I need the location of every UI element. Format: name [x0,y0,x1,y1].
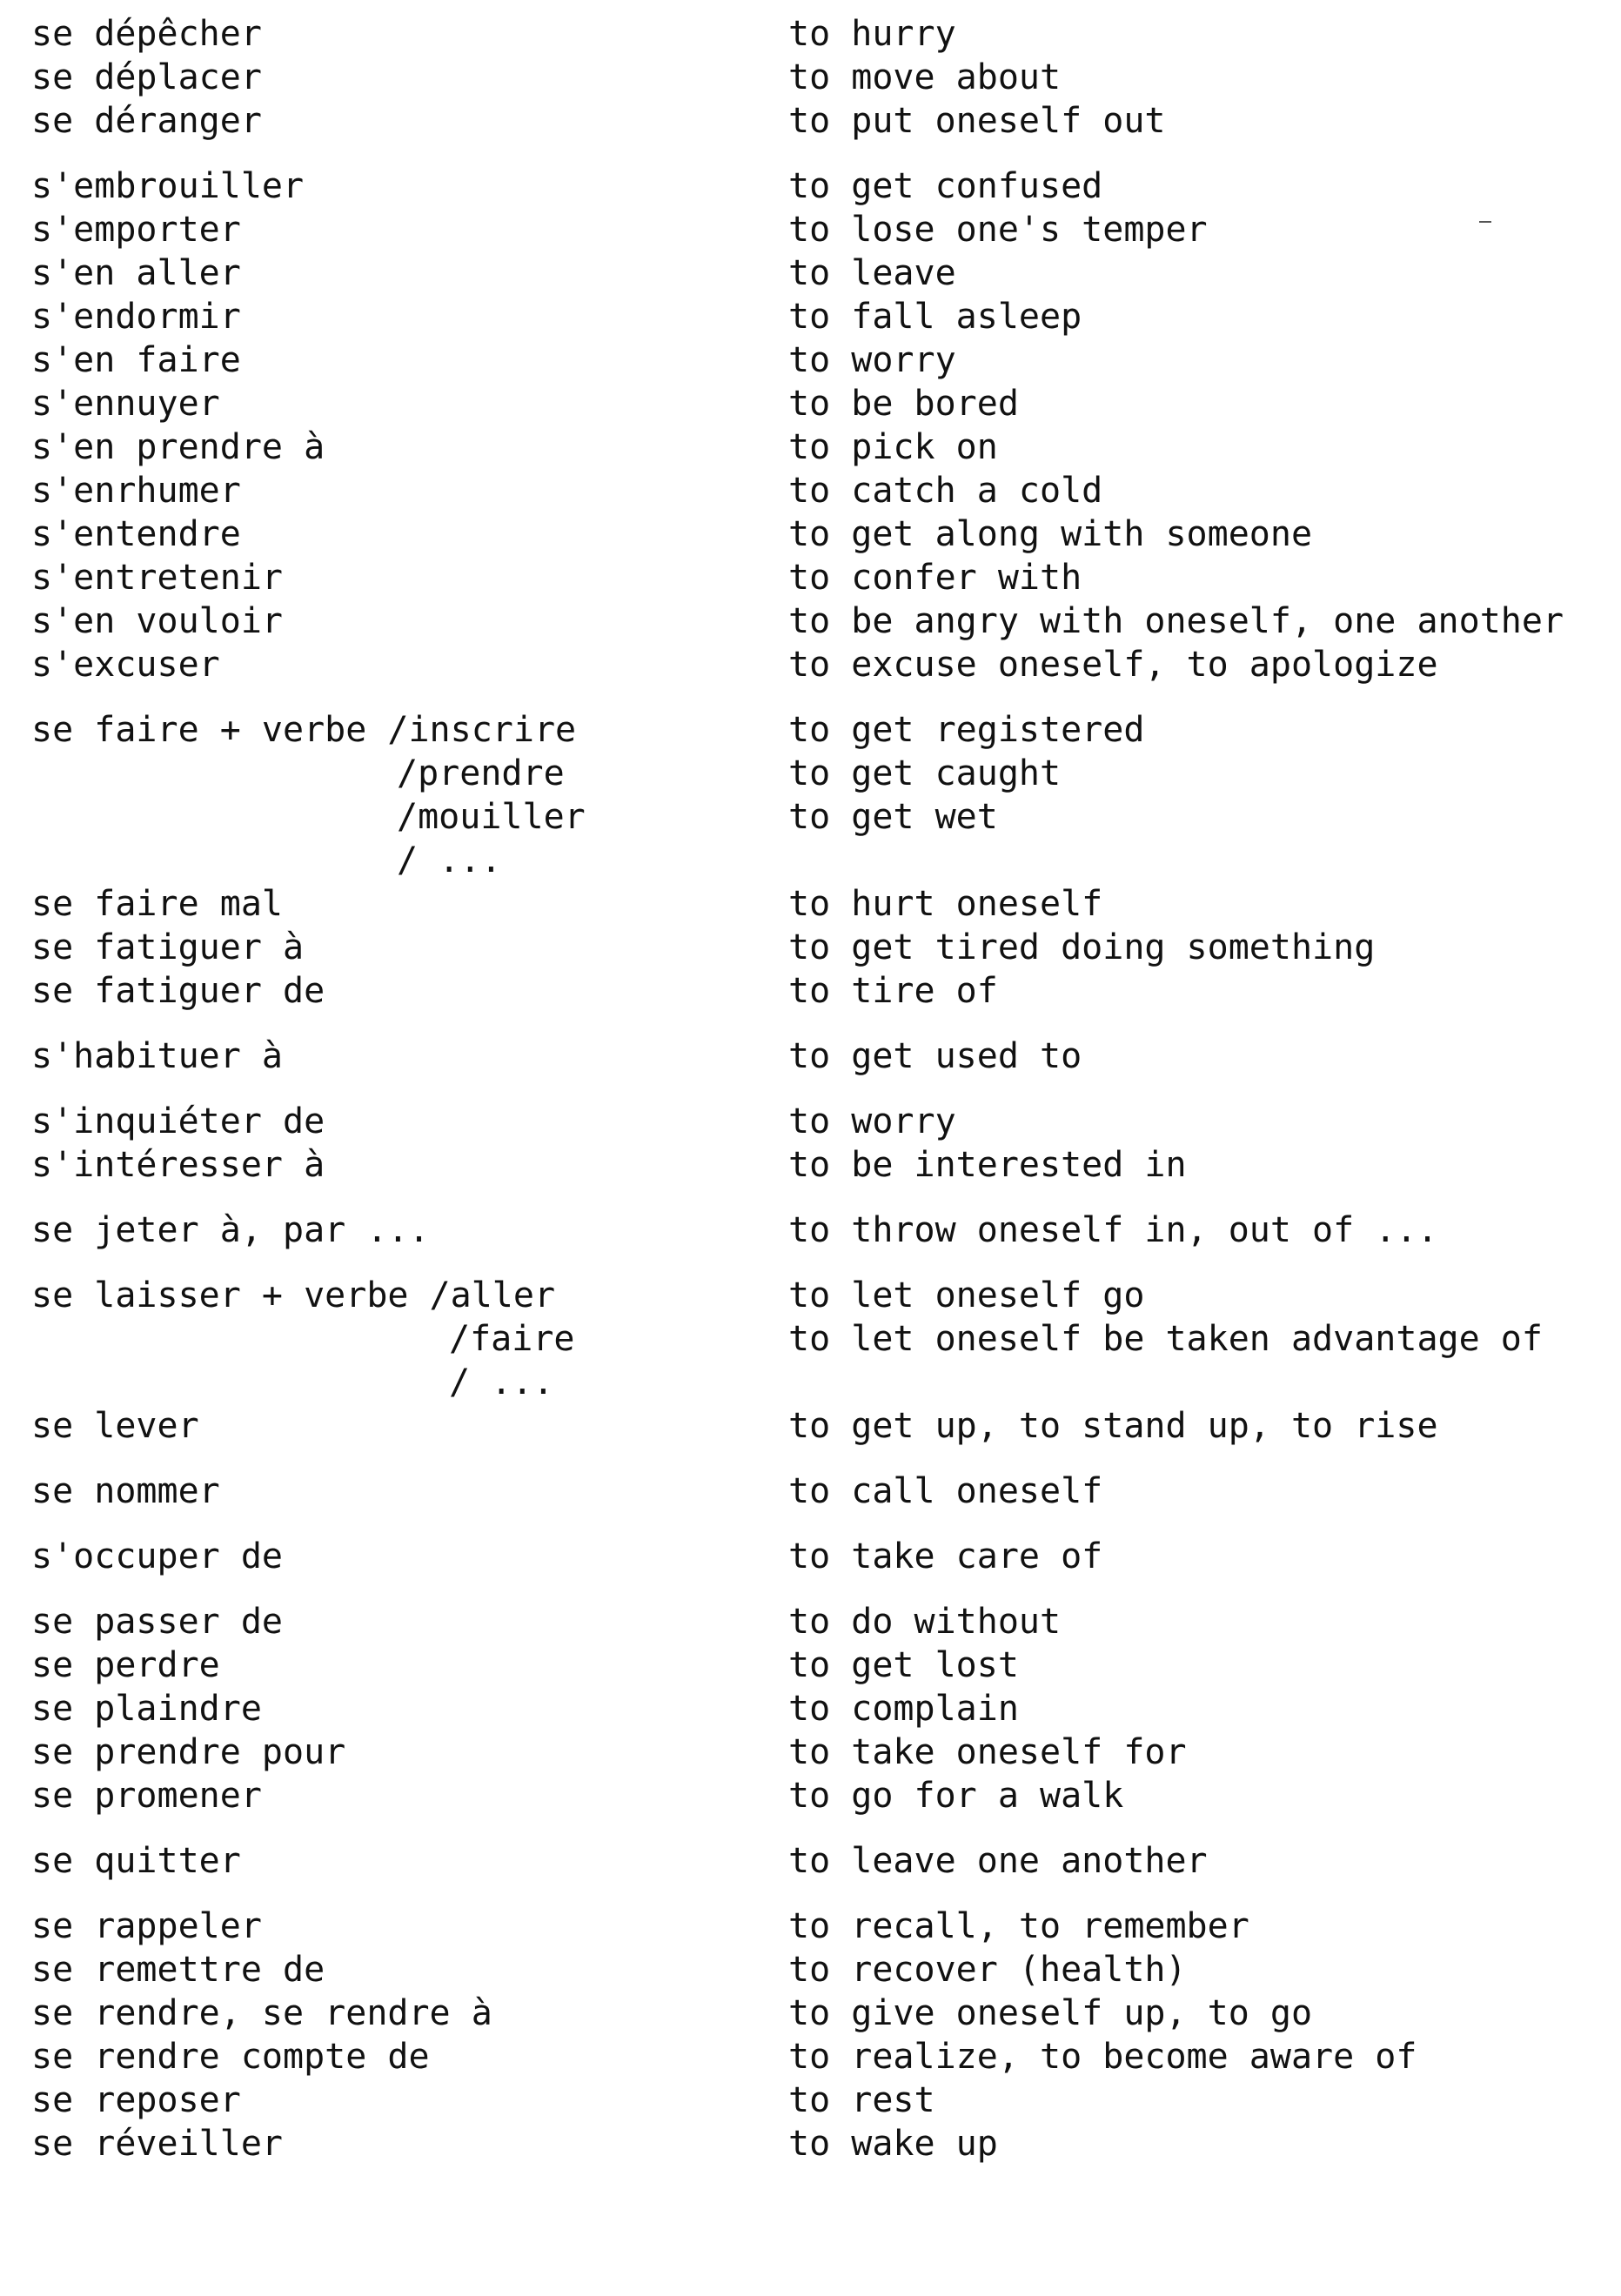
french-term: se reposer [31,2080,241,2120]
french-term: s'occuper de [31,1536,283,1576]
entry-row [0,1600,1621,1643]
entry-row [0,2035,1621,2078]
english-translation: to realize, to become aware of [788,2037,1417,2077]
entry-row [0,425,1621,469]
english-translation: to get used to [788,1036,1082,1076]
english-translation: to take oneself for [788,1732,1187,1772]
french-term: s'en vouloir [31,601,283,641]
english-translation: to get lost [788,1645,1019,1685]
english-translation: to excuse oneself, to apologize [788,645,1438,685]
french-term: se plaindre [31,1689,262,1729]
english-translation: to be interested in [788,1145,1187,1185]
english-translation: to get wet [788,797,998,837]
english-translation: to hurry [788,14,956,54]
french-term: s'emporter [31,210,241,250]
entry-row [0,1469,1621,1513]
english-translation: to call oneself [788,1471,1103,1511]
entry-row [0,839,1621,882]
french-term: se perdre [31,1645,220,1685]
french-term: se réveiller [31,2124,283,2164]
french-term: se nommer [31,1471,220,1511]
entry-row [0,56,1621,99]
french-term: se lever [31,1406,199,1446]
french-term: s'entretenir [31,558,283,598]
entry-row [0,1274,1621,1317]
french-term: se remettre de [31,1950,325,1990]
entry-row [0,708,1621,752]
entry-row [0,556,1621,599]
english-translation: to wake up [788,2124,998,2164]
french-term: s'en prendre à [31,427,325,467]
french-verb-continuation: /prendre [397,753,565,793]
entry-row [0,969,1621,1013]
french-term: se passer de [31,1602,283,1642]
english-translation: to move about [788,57,1062,97]
english-translation: to get tired doing something [788,927,1376,967]
french-term: s'entendre [31,514,241,554]
french-term: s'excuser [31,645,220,685]
entry-row [0,164,1621,208]
french-verb-continuation: /mouiller [397,797,586,837]
french-verb-continuation: / ... [449,1362,554,1402]
english-translation: to do without [788,1602,1062,1642]
french-term: se rappeler [31,1906,262,1946]
english-translation: to throw oneself in, out of ... [788,1210,1438,1250]
french-term: s'ennuyer [31,384,220,424]
french-term: se faire mal [31,884,283,924]
entry-row [0,1361,1621,1404]
french-term: se laisser + verbe /aller [31,1275,556,1315]
french-term: se déranger [31,101,262,141]
english-translation: to tire of [788,971,998,1011]
entry-row [0,926,1621,969]
french-term: s'enrhumer [31,471,241,511]
french-term: s'inquiéter de [31,1101,325,1141]
entry-row [0,1208,1621,1252]
entry-row [0,599,1621,643]
french-term: s'en faire [31,340,241,380]
entry-row [0,99,1621,143]
english-translation: to give oneself up, to go [788,1993,1313,2033]
entry-row [0,1774,1621,1817]
english-translation: to let oneself be taken advantage of [788,1319,1543,1359]
english-translation: to complain [788,1689,1019,1729]
french-term: se rendre compte de [31,2037,430,2077]
entry-row [0,2078,1621,2122]
entry-row [0,1317,1621,1361]
english-translation: to leave [788,253,956,293]
english-translation: to put oneself out [788,101,1166,141]
english-translation: to recover (health) [788,1950,1187,1990]
entry-row [0,882,1621,926]
entry-row [0,338,1621,382]
english-translation: to get up, to stand up, to rise [788,1406,1438,1446]
french-term: se fatiguer à [31,927,305,967]
english-translation: to take care of [788,1536,1103,1576]
entry-row [0,1839,1621,1883]
entry-row [0,643,1621,686]
entry-row [0,1904,1621,1948]
french-term: se promener [31,1776,262,1816]
entry-row [0,1404,1621,1448]
english-translation: to get along with someone [788,514,1313,554]
french-term: se quitter [31,1841,241,1881]
english-translation: to let oneself go [788,1275,1145,1315]
french-verb-continuation: /faire [449,1319,575,1359]
entry-row [0,2122,1621,2165]
entry-row [0,382,1621,425]
entry-row [0,208,1621,251]
english-translation: to get registered [788,710,1145,750]
english-translation: to hurt oneself [788,884,1103,924]
entry-row [0,1100,1621,1143]
entry-row [0,12,1621,56]
french-term: s'endormir [31,297,241,337]
english-translation: to lose one's temper [788,210,1208,250]
entry-row [0,1643,1621,1687]
entry-row [0,1687,1621,1730]
english-translation: to go for a walk [788,1776,1124,1816]
french-term: s'intéresser à [31,1145,325,1185]
entry-row [0,295,1621,338]
entry-row [0,469,1621,512]
english-translation: to leave one another [788,1841,1208,1881]
entry-row [0,1034,1621,1078]
french-verb-continuation: / ... [397,840,502,880]
english-translation: to pick on [788,427,998,467]
french-term: se dépêcher [31,14,262,54]
entry-row [0,795,1621,839]
english-translation: to rest [788,2080,935,2120]
french-term: se prendre pour [31,1732,346,1772]
entry-row [0,251,1621,295]
entry-row [0,752,1621,795]
english-translation: to worry [788,340,956,380]
french-term: se déplacer [31,57,262,97]
english-translation: to fall asleep [788,297,1082,337]
english-translation: to worry [788,1101,956,1141]
english-translation: to recall, to remember [788,1906,1249,1946]
english-translation: to be bored [788,384,1019,424]
entry-row [0,512,1621,556]
french-term: s'embrouiller [31,166,305,206]
french-term: s'habituer à [31,1036,283,1076]
entry-row [0,1143,1621,1187]
french-term: se faire + verbe /inscrire [31,710,577,750]
entry-row [0,1535,1621,1578]
entry-row [0,1948,1621,1991]
entry-row [0,1730,1621,1774]
english-translation: to confer with [788,558,1082,598]
english-translation: to get caught [788,753,1062,793]
french-term: s'en aller [31,253,241,293]
entry-row [0,1991,1621,2035]
english-translation: to catch a cold [788,471,1103,511]
french-term: se fatiguer de [31,971,325,1011]
french-term: se rendre, se rendre à [31,1993,492,2033]
english-translation: to get confused [788,166,1103,206]
english-translation: to be angry with oneself, one another [788,601,1564,641]
french-term: se jeter à, par ... [31,1210,430,1250]
